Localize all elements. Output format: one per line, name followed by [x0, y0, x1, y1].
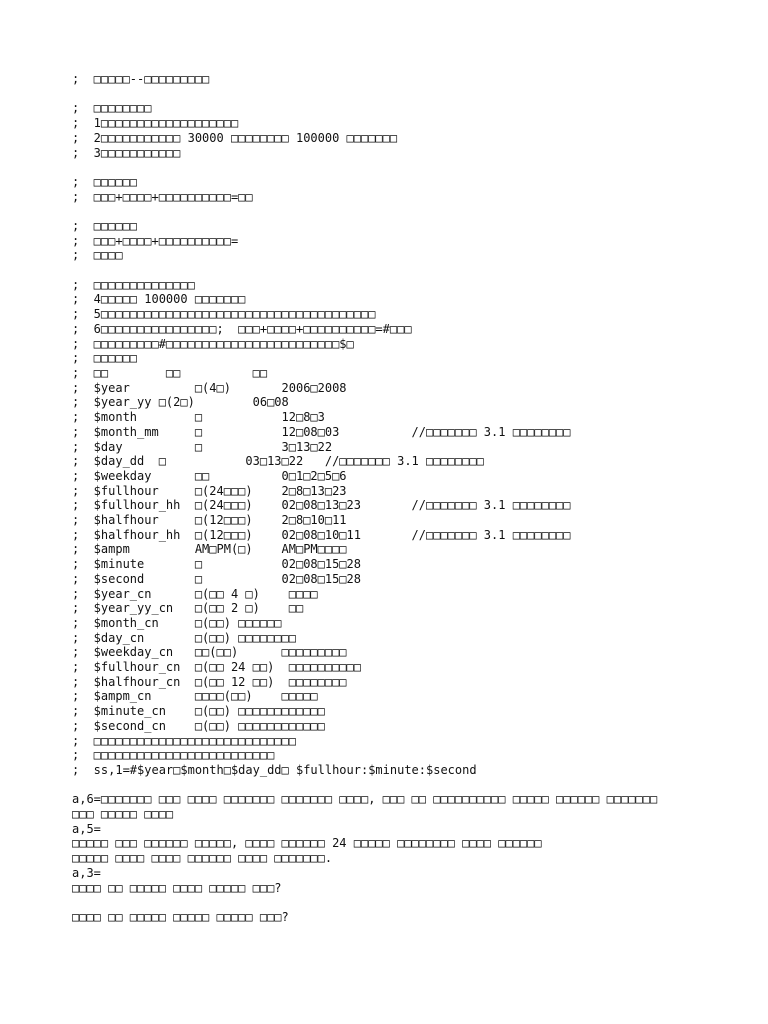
text-line: ; □□□□□□: [72, 174, 138, 189]
blank-line: [72, 778, 732, 793]
text-line: ; □□□□: [72, 248, 123, 263]
text-line: a,6=□□□□□□□ □□□ □□□□ □□□□□□□ □□□□□□□ □□□□, □□□ □□ □□□□□□□□□□ □□□□□ □□□□□□ □□□□□□□: [72, 792, 658, 807]
text-line: ; $second_cn □(□□) □□□□□□□□□□□□: [72, 718, 325, 733]
text-line: ; 5□□□□□□□□□□□□□□□□□□□□□□□□□□□□□□□□□□□□□□: [72, 307, 376, 322]
text-line: ; $year_yy □(2□) 06□08: [72, 395, 289, 410]
text-line: ; $year_yy_cn □(□□ 2 □) □□: [72, 601, 304, 616]
blank-line: [72, 895, 732, 910]
blank-line: [72, 204, 732, 219]
text-line: ; $fullhour_hh □(24□□□) 02□08□13□23 //□□□□□□□ 3.1 □□□□□□□□: [72, 498, 571, 513]
text-line: ; □□□+□□□□+□□□□□□□□□□=: [72, 233, 239, 248]
text-line: ; 3□□□□□□□□□□□: [72, 145, 181, 160]
text-line: ; $fullhour □(24□□□) 2□8□13□23: [72, 483, 347, 498]
text-line: ; $day_dd □ 03□13□22 //□□□□□□□ 3.1 □□□□□□□□: [72, 454, 484, 469]
text-line: ; $halfhour_cn □(□□ 12 □□) □□□□□□□□: [72, 674, 347, 689]
text-line: ; $year_cn □(□□ 4 □) □□□□: [72, 586, 318, 601]
text-line: ; □□□□□□□□□□□□□□□□□□□□□□□□□: [72, 748, 275, 763]
text-line: □□□□ □□ □□□□□ □□□□□ □□□□□ □□□?: [72, 909, 289, 924]
text-line: ; □□□□□□□□□□□□□□□□□□□□□□□□□□□□: [72, 733, 296, 748]
blank-line: [72, 87, 732, 102]
text-line: ; □□□□□□□□: [72, 101, 152, 116]
text-line: ; 1□□□□□□□□□□□□□□□□□□□: [72, 116, 239, 131]
text-line: a,5=: [72, 821, 101, 836]
text-line: ; $fullhour_cn □(□□ 24 □□) □□□□□□□□□□: [72, 660, 361, 675]
text-line: ; $month_mm □ 12□08□03 //□□□□□□□ 3.1 □□□□□□□□: [72, 424, 571, 439]
text-line: ; □□□□□--□□□□□□□□□: [72, 72, 210, 86]
text-line: ; □□□□□□□□□□□□□□: [72, 277, 195, 292]
text-line: □□□□ □□ □□□□□ □□□□ □□□□□ □□□?: [72, 880, 282, 895]
text-line: ; □□□□□□: [72, 351, 138, 366]
text-line: ; $minute □ 02□08□15□28: [72, 557, 361, 572]
text-line: ; $month □ 12□8□3: [72, 410, 325, 425]
plain-text-document: [72, 72, 732, 925]
blank-line: [72, 263, 732, 278]
text-line: ; $year □(4□) 2006□2008: [72, 380, 347, 395]
text-line: ; $weekday □□ 0□1□2□5□6: [72, 468, 347, 483]
blank-line: [72, 160, 732, 175]
text-line: a,3=: [72, 865, 101, 880]
text-line: ; $weekday_cn □□(□□) □□□□□□□□□: [72, 645, 347, 660]
text-line: ; □□□+□□□□+□□□□□□□□□□=□□: [72, 189, 253, 204]
text-line: ; $second □ 02□08□15□28: [72, 571, 361, 586]
text-line: ; $minute_cn □(□□) □□□□□□□□□□□□: [72, 704, 325, 719]
text-line: ; $ampm AM□PM(□) AM□PM□□□□: [72, 542, 347, 557]
text-line: ; 2□□□□□□□□□□□ 30000 □□□□□□□□ 100000 □□□□□□□: [72, 130, 398, 145]
text-line: ; $month_cn □(□□) □□□□□□: [72, 615, 282, 630]
text-line: ; $day □ 3□13□22: [72, 439, 333, 454]
text-line: ; $halfhour □(12□□□) 2□8□10□11: [72, 513, 347, 528]
text-line: □□□□□ □□□ □□□□□□ □□□□□, □□□□ □□□□□□ 24 □□□□□ □□□□□□□□ □□□□ □□□□□□: [72, 836, 542, 851]
text-line: ; □□□□□□□□□#□□□□□□□□□□□□□□□□□□□□□□□□$□: [72, 336, 354, 351]
text-line: □□□ □□□□□ □□□□: [72, 807, 174, 822]
text-line: ; $halfhour_hh □(12□□□) 02□08□10□11 //□□□□□□□ 3.1 □□□□□□□□: [72, 527, 571, 542]
text-line: ; 6□□□□□□□□□□□□□□□□; □□□+□□□□+□□□□□□□□□□=#□□□: [72, 321, 412, 336]
text-line: ; ss,1=#$year□$month□$day_dd□ $fullhour:$minute:$second: [72, 762, 477, 777]
text-line: ; 4□□□□□ 100000 □□□□□□□: [72, 292, 246, 307]
text-line: ; □□ □□ □□: [72, 366, 268, 380]
text-line: ; □□□□□□: [72, 218, 138, 233]
text-line: ; $day_cn □(□□) □□□□□□□□: [72, 630, 296, 645]
text-line: □□□□□ □□□□ □□□□ □□□□□□ □□□□ □□□□□□□.: [72, 851, 333, 866]
text-line: ; $ampm_cn □□□□(□□) □□□□□: [72, 689, 318, 704]
